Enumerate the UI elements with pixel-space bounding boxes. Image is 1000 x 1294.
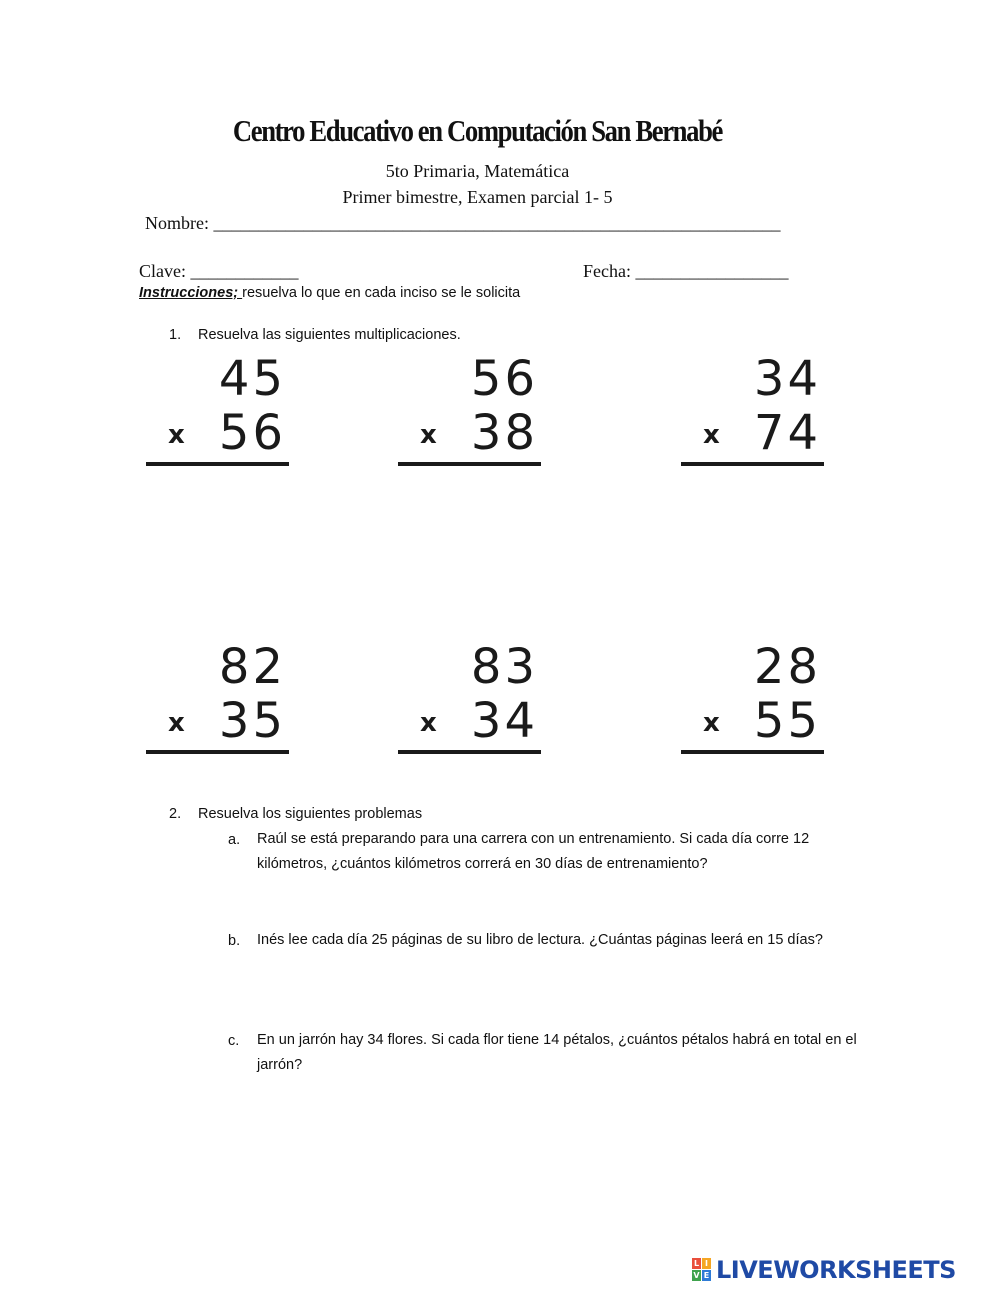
badge-letter: L: [693, 1259, 700, 1268]
times-sign: x: [168, 708, 185, 738]
badge-letter: E: [703, 1271, 710, 1280]
multiplication-problem: [675, 639, 835, 772]
answer-rule: [681, 462, 824, 466]
times-sign: x: [703, 420, 720, 450]
liveworksheets-badge-icon: [692, 1258, 712, 1282]
multiplicand: 56: [470, 351, 538, 407]
question-2-number: 2.: [169, 806, 182, 822]
multiplication-problem: [392, 639, 552, 772]
question-2-text: Resuelva los siguientes problemas: [198, 806, 423, 822]
badge-letter: I: [702, 1258, 711, 1269]
instructions-text: resuelva lo que en cada inciso se le solicita: [242, 285, 521, 301]
clave-field-line: Clave: ____________: [139, 261, 299, 281]
problem-a-letter: a.: [228, 832, 241, 848]
multiplier: 34: [470, 693, 538, 749]
answer-rule: [146, 750, 289, 754]
multiplicand: 45: [218, 351, 286, 407]
problem-b-text: Inés lee cada día 25 páginas de su libro de lectura. ¿Cuántas páginas leerá en 15 días?: [257, 932, 823, 948]
instructions: [139, 285, 520, 301]
multiplier: 35: [218, 693, 286, 749]
school-title: Centro Educativo en Computación San Bernabé: [232, 113, 722, 148]
multiplier: 74: [753, 405, 821, 461]
badge-letter: V: [693, 1271, 700, 1280]
times-sign: x: [420, 708, 437, 738]
answer-rule: [146, 462, 289, 466]
multiplicand: 34: [753, 351, 821, 407]
answer-rule: [398, 750, 541, 754]
fecha-field-line: Fecha: _________________: [583, 261, 789, 281]
multiplier: 55: [753, 693, 821, 749]
multiplication-problem: [675, 351, 835, 484]
exam-title: Primer bimestre, Examen parcial 1- 5: [342, 187, 613, 207]
name-field-line: Nombre: _______________________________________________________________: [145, 213, 781, 233]
multiplication-problem: [140, 351, 300, 484]
answer-rule: [398, 462, 541, 466]
question-1-number: 1.: [169, 327, 182, 343]
times-sign: x: [420, 420, 437, 450]
grade-subject: 5to Primaria, Matemática: [385, 161, 570, 181]
instructions-lead: Instrucciones;: [139, 285, 243, 301]
multiplication-problem: [140, 639, 300, 772]
multiplier: 56: [218, 405, 286, 461]
times-sign: x: [703, 708, 720, 738]
times-sign: x: [168, 420, 185, 450]
problem-c-letter: c.: [228, 1033, 240, 1049]
multiplicand: 83: [470, 639, 538, 695]
problem-a-text: Raúl se está preparando para una carrera con un entrenamiento. Si cada día corre 12 kilómetros, ¿cuántos kilómetros correrá en 30 días de entrenamiento?: [257, 831, 810, 872]
problem-b-letter: b.: [228, 933, 241, 949]
liveworksheets-logo: [692, 1256, 956, 1284]
multiplication-problem: [392, 351, 552, 484]
multiplicand: 82: [218, 639, 286, 695]
multiplicand: 28: [753, 639, 821, 695]
question-1-text: Resuelva las siguientes multiplicaciones.: [198, 327, 461, 343]
answer-rule: [681, 750, 824, 754]
problem-c-text: En un jarrón hay 34 flores. Si cada flor tiene 14 pétalos, ¿cuántos pétalos habrá en total en el jarrón?: [257, 1032, 857, 1073]
liveworksheets-brand: LIVEWORKSHEETS: [716, 1256, 956, 1284]
multiplier: 38: [470, 405, 538, 461]
